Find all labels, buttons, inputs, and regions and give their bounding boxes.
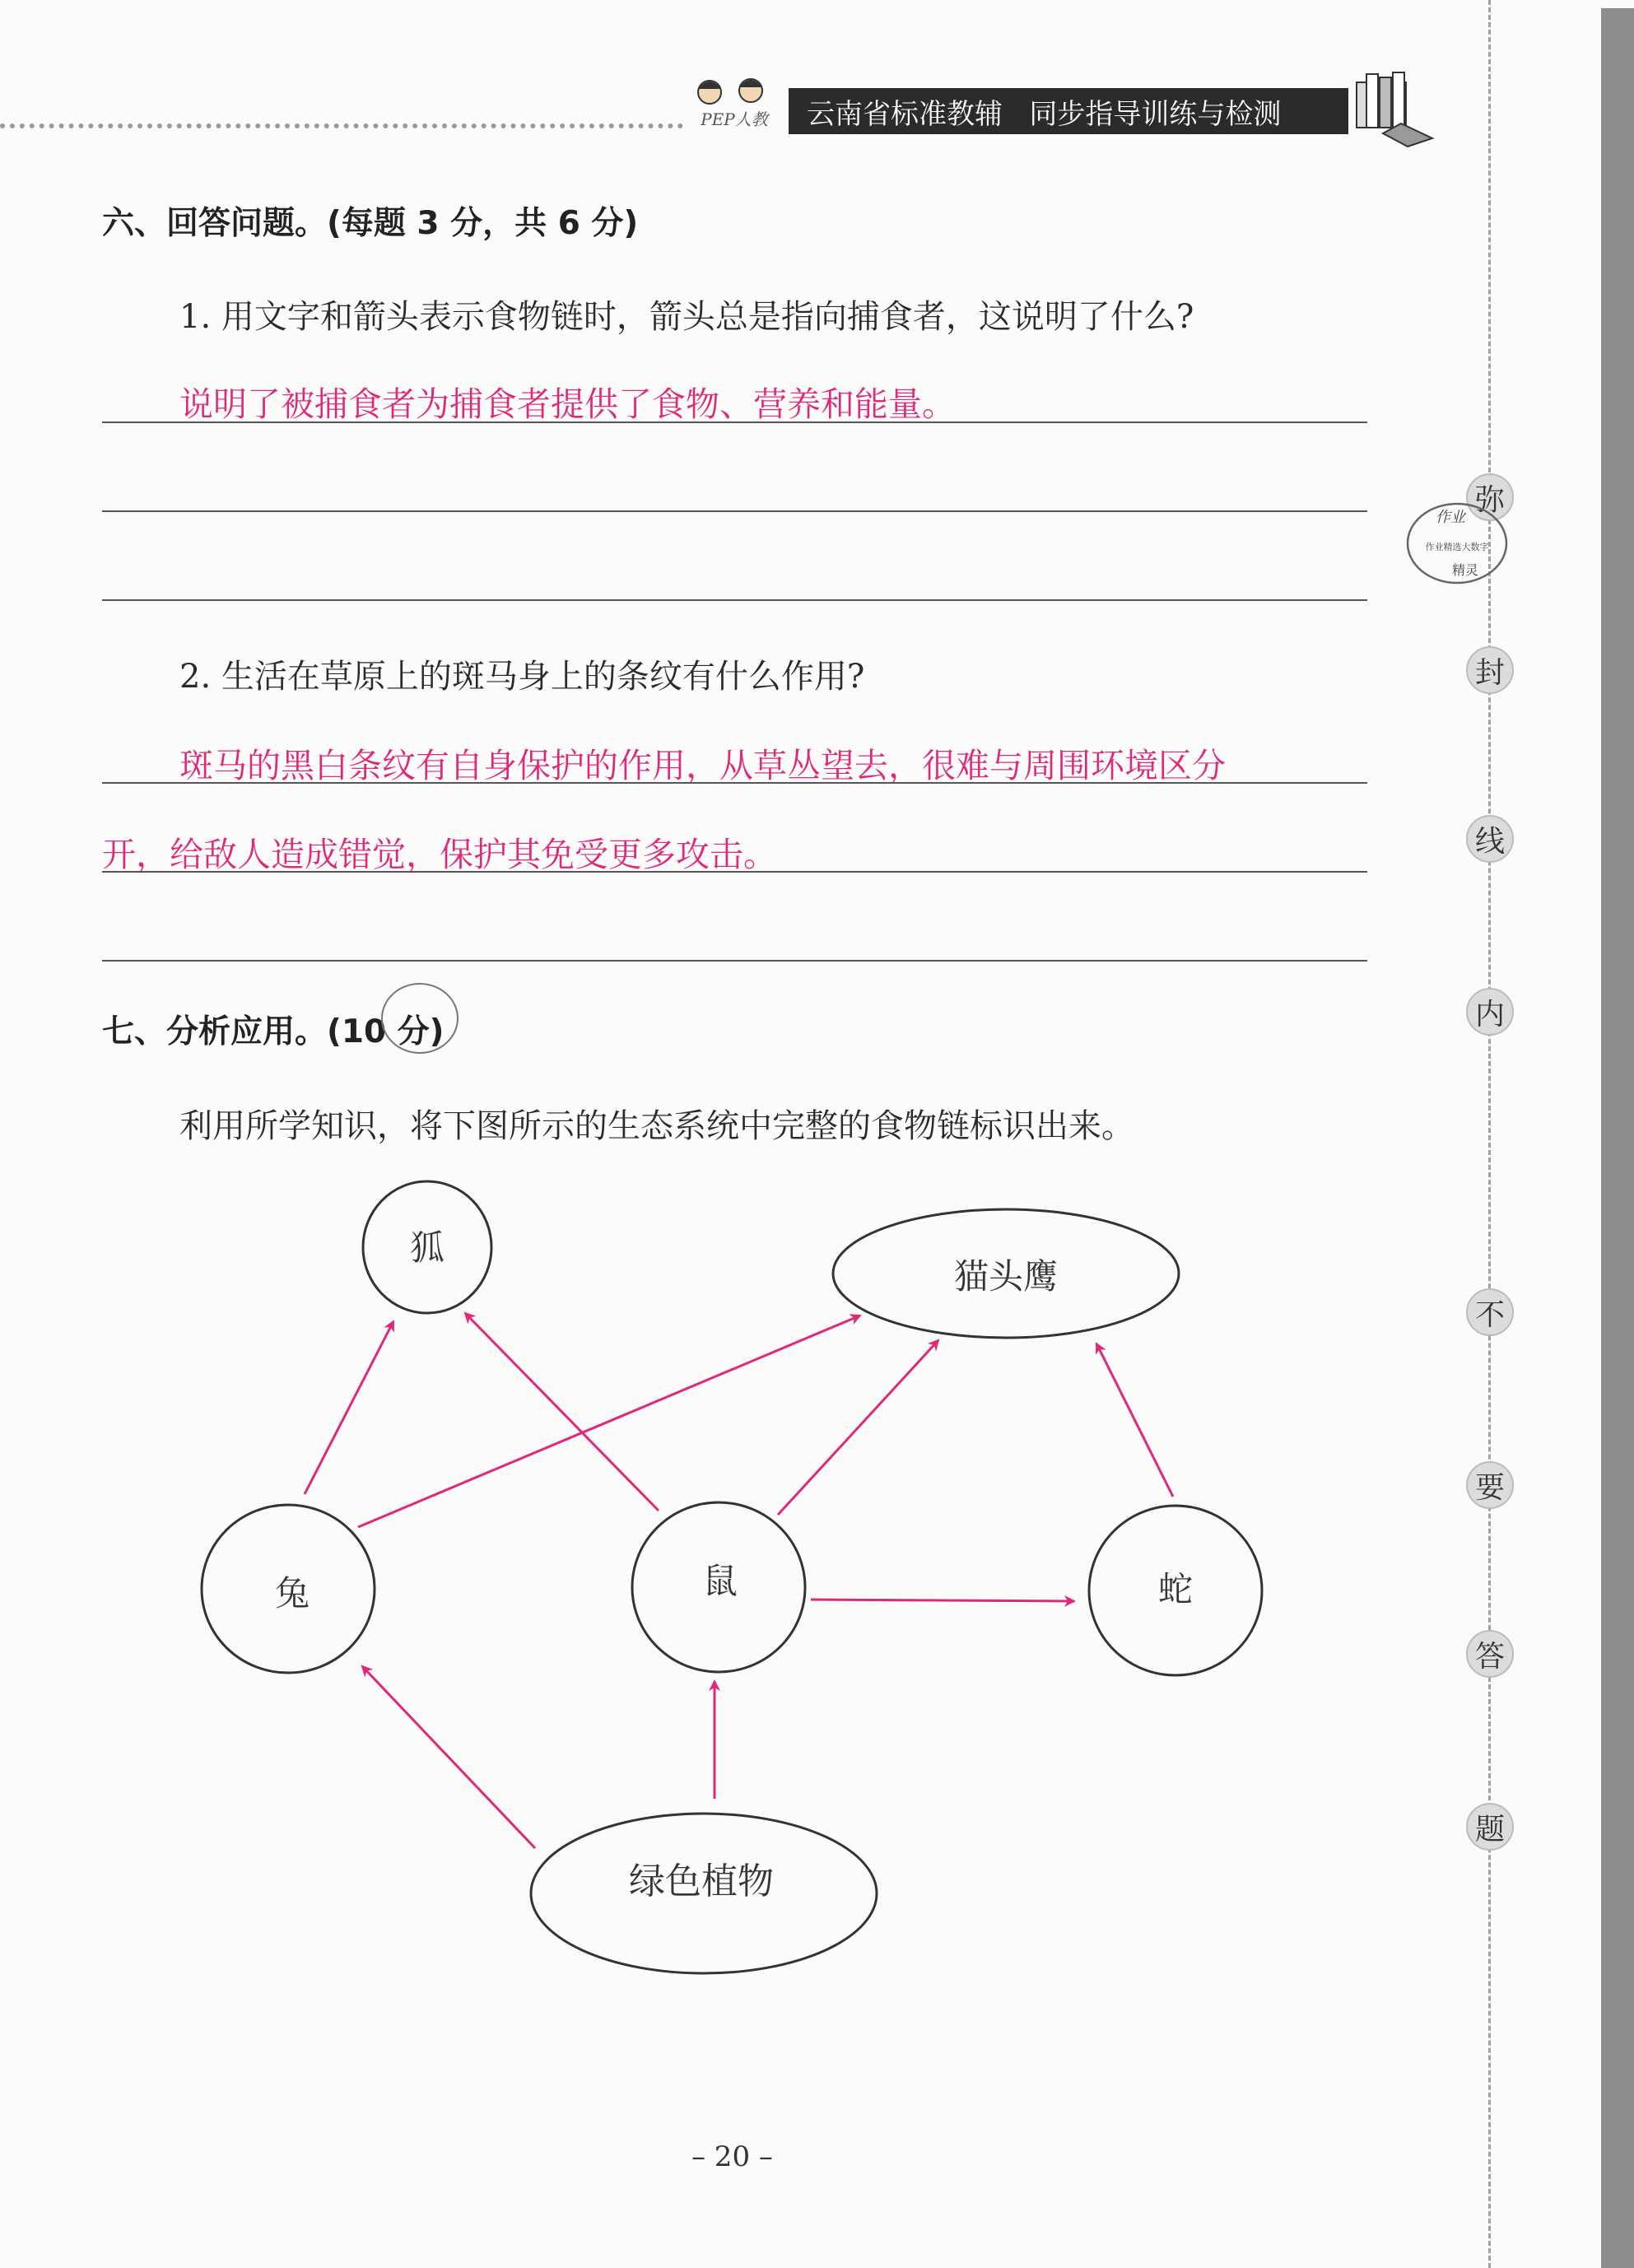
answer-line — [102, 599, 1367, 601]
q2-answer-line2: 开，给敌人造成错觉，保护其免受更多攻击。 — [102, 835, 777, 874]
label-rabbit: 兔 — [274, 1573, 310, 1614]
node-mouse — [632, 1502, 805, 1672]
answer-line — [102, 871, 1367, 873]
seal-char: 弥 — [1466, 473, 1514, 521]
answer-line — [102, 421, 1367, 423]
arrow-plants-rabbit — [362, 1666, 535, 1848]
books-icon — [1350, 66, 1441, 148]
binding-edge — [1601, 8, 1634, 2268]
node-snake — [1089, 1506, 1262, 1675]
label-fox: 狐 — [409, 1227, 445, 1268]
seal-cut-line — [1488, 0, 1491, 2268]
section7-instruction: 利用所学知识，将下图所示的生态系统中完整的食物链标识出来。 — [179, 1107, 1134, 1145]
homework-stamp — [1399, 494, 1515, 593]
label-plants: 绿色植物 — [629, 1861, 774, 1902]
arrow-rabbit-owl — [358, 1316, 860, 1527]
node-plants — [531, 1814, 877, 1973]
node-rabbit — [202, 1505, 375, 1673]
q1-text: 1. 用文字和箭头表示食物链时，箭头总是指向捕食者，这说明了什么? — [179, 298, 1194, 336]
answer-line — [102, 960, 1367, 962]
stamp-bottom-line: 精灵 — [1451, 562, 1479, 578]
arrow-mouse-owl — [778, 1340, 938, 1515]
arrow-snake-owl — [1096, 1344, 1173, 1497]
seal-char: 要 — [1466, 1461, 1514, 1509]
series-title-banner — [789, 88, 1348, 134]
seal-char: 封 — [1466, 646, 1514, 694]
arrow-rabbit-fox — [305, 1321, 393, 1494]
answer-line — [102, 510, 1367, 512]
label-owl: 猫头鹰 — [953, 1256, 1059, 1297]
arrow-mouse-snake — [811, 1600, 1074, 1601]
q2-answer-line1: 斑马的黑白条纹有自身保护的作用，从草丛望去，很难与周围环境区分 — [179, 746, 1226, 785]
label-mouse: 鼠 — [702, 1561, 738, 1601]
label-snake: 蛇 — [1157, 1569, 1194, 1609]
header-dotted-line — [0, 123, 683, 128]
arrow-mouse-fox — [465, 1313, 659, 1511]
page-number: – 20 – — [691, 2140, 773, 2173]
seal-char: 内 — [1466, 988, 1514, 1036]
logo-text: PEP人教 — [701, 109, 768, 129]
homework-stamp-small — [375, 976, 465, 1062]
section7-heading: 七、分析应用。(10 分) — [102, 1013, 445, 1050]
series-title: 云南省标准教辅 同步指导训练与检测 — [807, 97, 1282, 131]
publisher-logo — [683, 72, 786, 132]
seal-char: 题 — [1466, 1803, 1514, 1851]
node-fox — [363, 1181, 491, 1313]
seal-char: 答 — [1466, 1630, 1514, 1678]
stamp-mid-line: 作业精选大数字 — [1425, 542, 1489, 552]
answer-line — [102, 782, 1367, 784]
stamp-top-line: 作业 — [1436, 509, 1465, 526]
node-owl — [833, 1209, 1179, 1338]
section6-heading: 六、回答问题。(每题 3 分，共 6 分) — [102, 205, 639, 242]
seal-char: 不 — [1466, 1288, 1514, 1336]
q2-text: 2. 生活在草原上的斑马身上的条纹有什么作用? — [179, 658, 865, 696]
q1-answer: 说明了被捕食者为捕食者提供了食物、营养和能量。 — [179, 384, 956, 424]
seal-char: 线 — [1466, 815, 1514, 863]
